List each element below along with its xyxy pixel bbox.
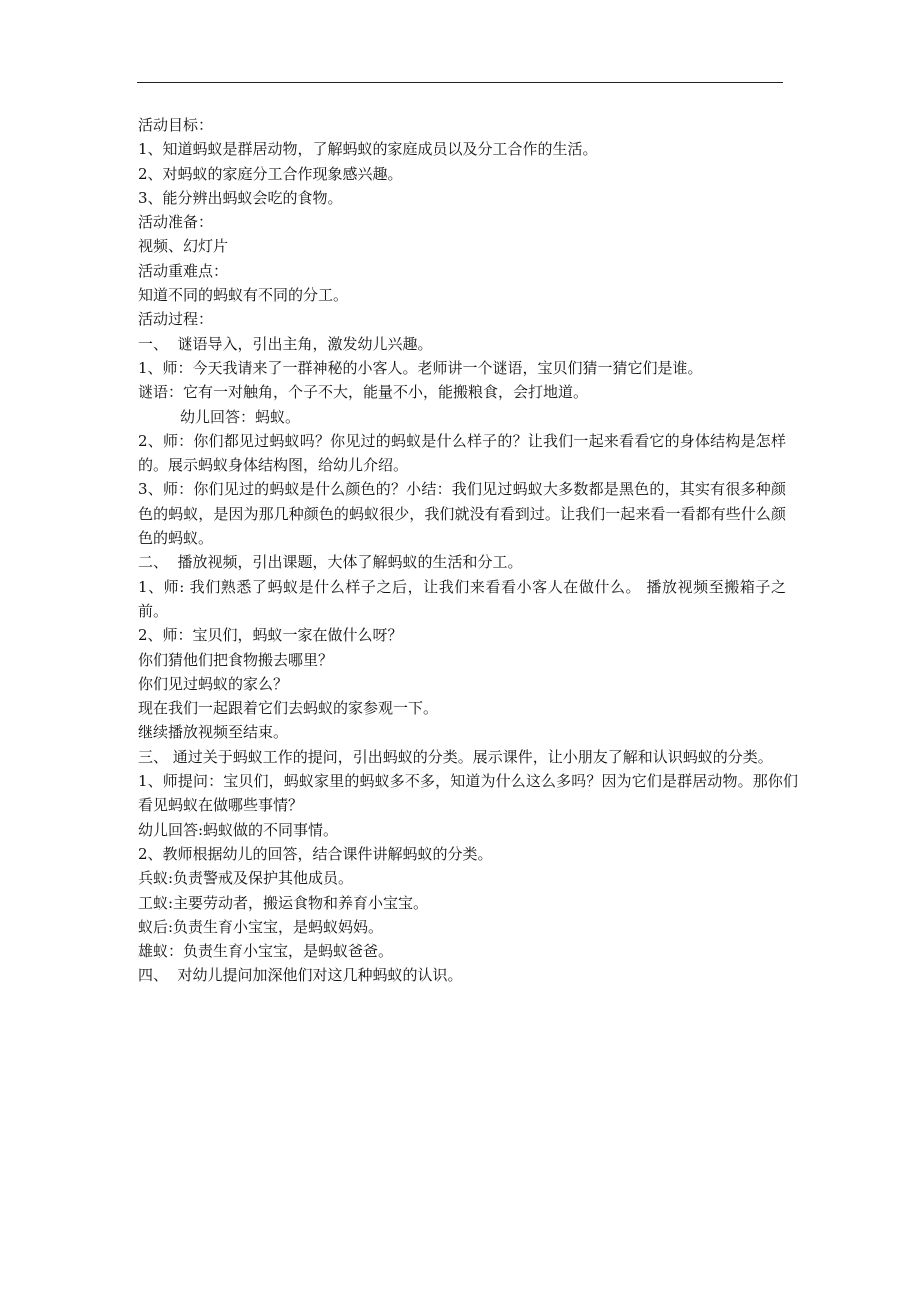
child-answer: 幼儿回答:蚂蚁做的不同事情。: [138, 820, 339, 839]
document-body: [138, 113, 798, 988]
ant-type-worker: 工蚁:主要劳动者，搬运食物和养育小宝宝。: [138, 893, 429, 912]
child-answer: 幼儿回答：蚂蚁。: [180, 407, 301, 426]
heading-objectives: 活动目标：: [138, 116, 214, 134]
key-points-text: 知道不同的蚂蚁有不同的分工。: [138, 286, 349, 305]
process-section-title: 三、 通过关于蚂蚁工作的提问，引出蚂蚁的分类。展示课件，让小朋友了解和认识蚂蚁的分类。: [138, 747, 773, 766]
objective-item: 1、知道蚂蚁是群居动物，了解蚂蚁的家庭成员以及分工合作的生活。: [138, 140, 598, 159]
header-rule: [137, 82, 783, 83]
heading-key-points: 活动重难点：: [138, 261, 229, 280]
ant-type-male: 雄蚁：负责生育小宝宝，是蚂蚁爸爸。: [138, 942, 394, 961]
process-step: 1、师：今天我请来了一群神秘的小客人。老师讲一个谜语，宝贝们猜一猜它们是谁。: [138, 358, 703, 377]
objective-item: 3、能分辨出蚂蚁会吃的食物。: [138, 188, 343, 207]
heading-preparation: 活动准备：: [138, 213, 214, 232]
preparation-text: 视频、幻灯片: [138, 237, 229, 256]
process-step: 2、教师根据幼儿的回答，结合课件讲解蚂蚁的分类。: [138, 844, 493, 863]
process-question: 你们见过蚂蚁的家么？: [138, 674, 289, 693]
process-section-title: 二、 播放视频，引出课题，大体了解蚂蚁的生活和分工。: [138, 553, 523, 572]
process-text: 继续播放视频至结束。: [138, 723, 289, 742]
process-text: 现在我们一起跟着它们去蚂蚁的家参观一下。: [138, 699, 439, 718]
ant-type-queen: 蚁后:负责生育小宝宝，是蚂蚁妈妈。: [138, 917, 384, 936]
process-step: 1、师提问：宝贝们，蚂蚁家里的蚂蚁多不多，知道为什么这么多吗？因为它们是群居动物。那你们看见蚂蚁在做哪些事情？: [138, 772, 798, 815]
process-question: 你们猜他们把食物搬去哪里？: [138, 650, 334, 669]
objective-item: 2、对蚂蚁的家庭分工合作现象感兴趣。: [138, 164, 403, 183]
process-step: 3、师：你们见过的蚂蚁是什么颜色的？小结：我们见过蚂蚁大多数都是黑色的，其实有很多种颜色的蚂蚁，是因为那几种颜色的蚂蚁很少，我们就没有看到过。让我们一起来看一看都有些什么颜色的蚂蚁。: [138, 480, 786, 548]
process-step: 1、师: 我们熟悉了蚂蚁是什么样子之后，让我们来看看小客人在做什么。 播放视频至搬箱子之前。: [138, 577, 786, 620]
riddle-text: 谜语：它有一对触角，个子不大，能量不小，能搬粮食，会打地道。: [138, 383, 589, 402]
heading-process: 活动过程：: [138, 310, 214, 329]
process-section-title: 四、 对幼儿提问加深他们对这几种蚂蚁的认识。: [138, 966, 463, 985]
process-section-title: 一、 谜语导入，引出主角，激发幼儿兴趣。: [138, 334, 433, 353]
process-step: 2、师：宝贝们，蚂蚁一家在做什么呀？: [138, 626, 403, 645]
ant-type-soldier: 兵蚁:负责警戒及保护其他成员。: [138, 869, 354, 888]
process-step: 2、师：你们都见过蚂蚁吗？你见过的蚂蚁是什么样子的？让我们一起来看看它的身体结构是怎样的。展示蚂蚁身体结构图，给幼儿介绍。: [138, 431, 786, 475]
